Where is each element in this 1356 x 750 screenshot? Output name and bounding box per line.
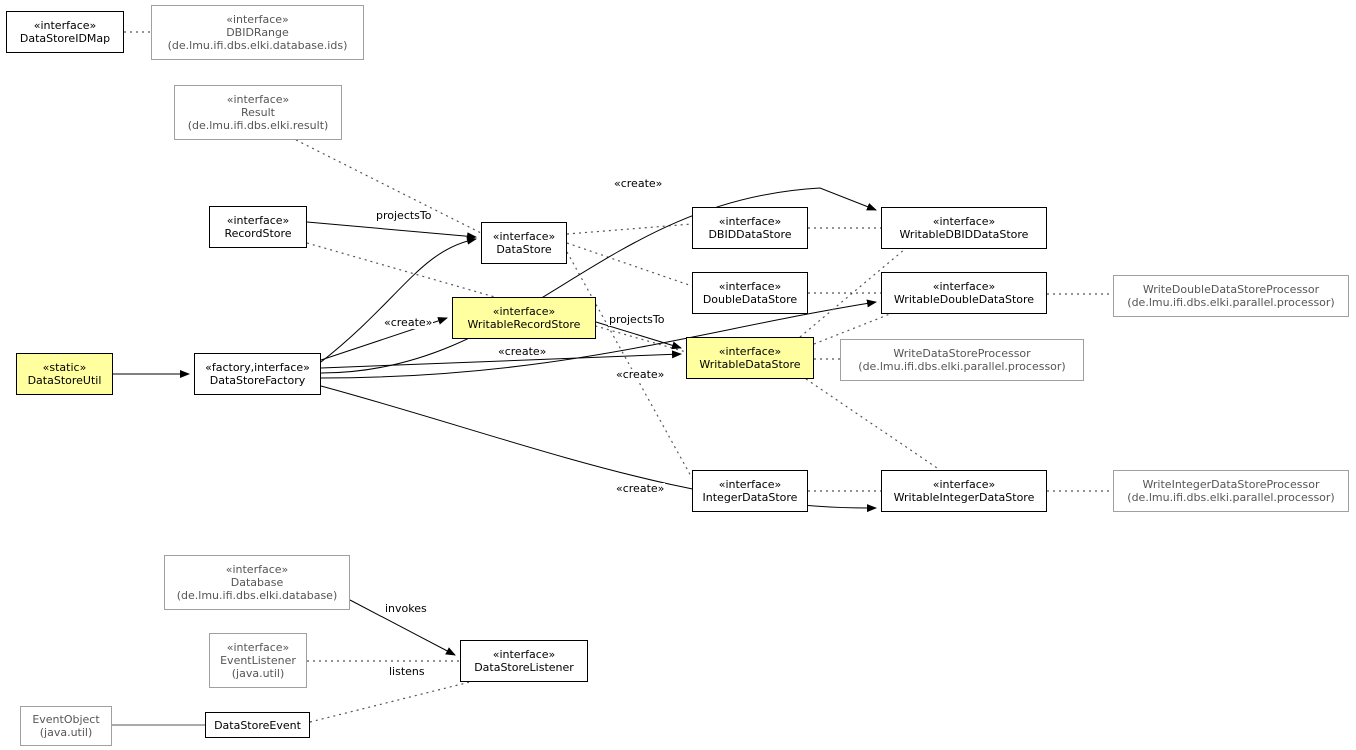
node-name: WritableIntegerDataStore	[893, 491, 1035, 504]
node-stereotype: «interface»	[226, 214, 290, 227]
node-database[interactable]	[164, 555, 350, 610]
node-writabledatastore[interactable]	[686, 337, 814, 379]
node-package: (de.lmu.ifi.dbs.elki.parallel.processor)	[858, 360, 1066, 373]
node-package: (java.util)	[231, 667, 285, 680]
node-package: (java.util)	[39, 726, 93, 739]
node-name: Result	[241, 106, 275, 119]
node-eventobject[interactable]	[20, 706, 112, 746]
node-datastoreevent[interactable]	[205, 712, 310, 738]
node-datastoreidmap[interactable]	[6, 11, 124, 53]
node-stereotype: «interface»	[33, 19, 97, 32]
node-datastorelistener[interactable]	[460, 640, 588, 682]
node-name: IntegerDataStore	[702, 491, 798, 504]
node-stereotype: «interface»	[718, 280, 782, 293]
node-writeintegerdatastoreprocessor[interactable]	[1113, 470, 1349, 512]
node-package: (de.lmu.ifi.dbs.elki.parallel.processor)	[1127, 491, 1335, 504]
node-datastoreutil[interactable]	[16, 353, 113, 395]
node-dbidrange[interactable]	[151, 5, 364, 60]
node-writableintegerdatastore[interactable]	[881, 470, 1047, 512]
node-stereotype: «interface»	[492, 648, 556, 661]
node-eventlistener[interactable]	[209, 633, 307, 688]
node-package: (de.lmu.ifi.dbs.elki.database)	[176, 589, 338, 602]
edge-label-projectsto-left: projectsTo	[376, 209, 432, 222]
node-writedoubledatastoreprocessor[interactable]	[1113, 275, 1349, 317]
node-name: WriteDoubleDataStoreProcessor	[1142, 283, 1320, 296]
node-name: DataStoreIDMap	[19, 32, 111, 45]
node-name: DataStoreListener	[474, 661, 574, 674]
node-stereotype: «interface»	[718, 215, 782, 228]
node-name: WritableDataStore	[699, 358, 801, 371]
node-stereotype: «interface»	[718, 478, 782, 491]
node-integerdatastore[interactable]	[692, 470, 808, 512]
node-stereotype: «interface»	[718, 345, 782, 358]
node-name: DataStoreFactory	[209, 374, 306, 387]
node-name: DoubleDataStore	[702, 293, 798, 306]
node-stereotype: «interface»	[226, 93, 290, 106]
node-dbiddatastore[interactable]	[692, 207, 808, 249]
edge-label-create-integer: «create»	[616, 482, 665, 495]
node-recordstore[interactable]	[209, 206, 307, 248]
node-stereotype: «interface»	[492, 230, 556, 243]
edge-label-create-top: «create»	[614, 177, 663, 190]
node-stereotype: «interface»	[932, 215, 996, 228]
node-stereotype: «interface»	[492, 305, 556, 318]
node-stereotype: «interface»	[932, 478, 996, 491]
node-writablerecordstore[interactable]	[452, 297, 596, 339]
node-name: WriteIntegerDataStoreProcessor	[1142, 478, 1320, 491]
node-stereotype: «interface»	[225, 563, 289, 576]
node-datastore[interactable]	[481, 222, 567, 264]
node-package: (de.lmu.ifi.dbs.elki.result)	[187, 119, 329, 132]
edge-label-projectsto-right: projectsTo	[609, 313, 665, 326]
node-writedatastoreprocessor[interactable]	[840, 339, 1084, 381]
edge-label-create-writablerecordstore: «create»	[384, 316, 433, 329]
node-stereotype: «interface»	[226, 641, 290, 654]
node-name: EventObject	[32, 713, 100, 726]
node-name: WritableDoubleDataStore	[893, 293, 1035, 306]
node-name: DataStore	[496, 243, 552, 256]
node-writabledoubledatastore[interactable]	[881, 272, 1047, 314]
node-package: (de.lmu.ifi.dbs.elki.parallel.processor)	[1127, 296, 1335, 309]
node-result[interactable]	[174, 85, 342, 140]
node-doubledatastore[interactable]	[692, 272, 808, 314]
node-name: WriteDataStoreProcessor	[893, 347, 1031, 360]
node-name: RecordStore	[224, 227, 292, 240]
node-stereotype: «interface»	[226, 13, 289, 26]
node-name: WritableDBIDDataStore	[899, 228, 1029, 241]
node-stereotype: «factory,interface»	[205, 361, 310, 374]
edge-label-create-writabledatastore: «create»	[498, 345, 547, 358]
node-name: EventListener	[220, 654, 296, 667]
edge-label-listens: listens	[389, 665, 425, 678]
node-stereotype: «static»	[42, 361, 87, 374]
node-name: DBIDDataStore	[708, 228, 792, 241]
node-name: WritableRecordStore	[467, 318, 581, 331]
node-writabledbiddatastore[interactable]	[881, 207, 1047, 249]
node-datastorefactory[interactable]	[194, 353, 321, 395]
edge-label-invokes: invokes	[385, 602, 427, 615]
node-name: DataStoreUtil	[27, 374, 102, 387]
edge-label-create-middle: «create»	[616, 368, 665, 381]
node-package: (de.lmu.ifi.dbs.elki.database.ids)	[167, 39, 348, 52]
node-name: DataStoreEvent	[214, 718, 301, 732]
node-name: Database	[230, 576, 284, 589]
node-name: DBIDRange	[226, 26, 289, 39]
node-stereotype: «interface»	[932, 280, 996, 293]
